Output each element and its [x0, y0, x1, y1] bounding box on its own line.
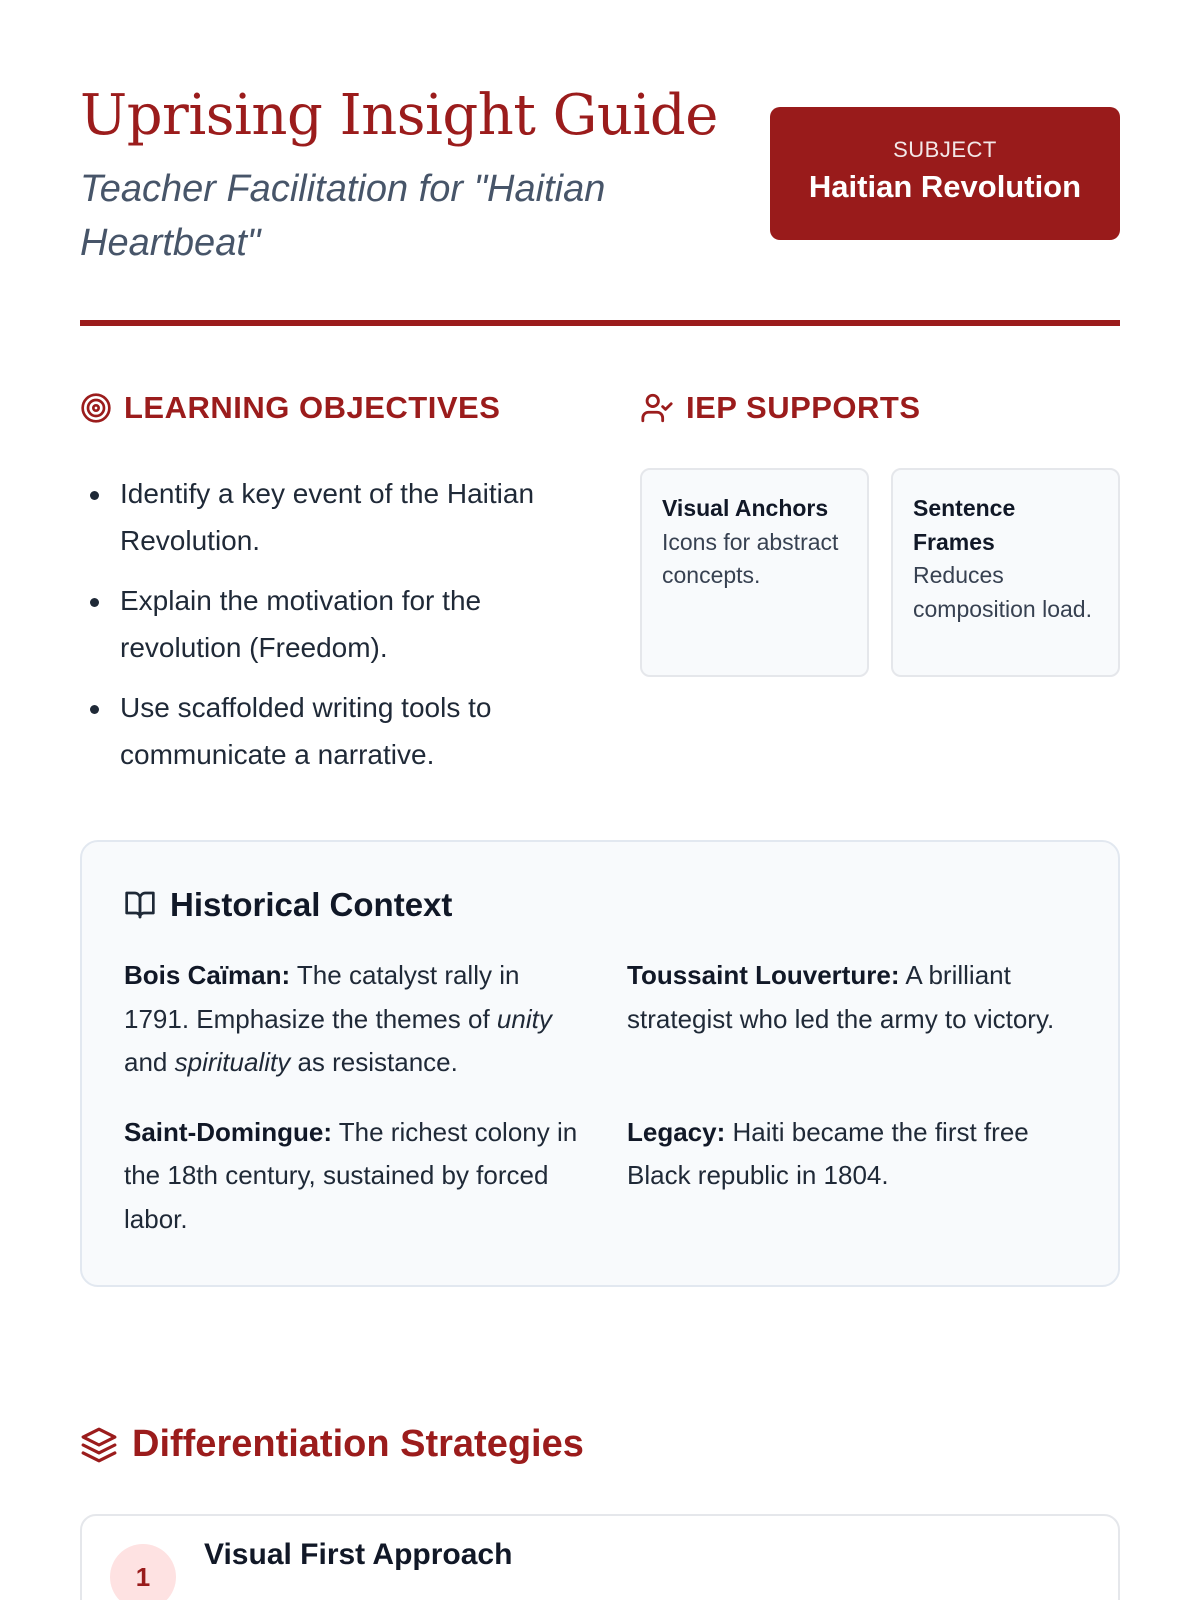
iep-card-desc: Reduces composition load. — [913, 562, 1092, 622]
user-check-icon — [640, 391, 674, 425]
iep-cards — [640, 468, 1120, 677]
context-text: Haiti became the first free Black republic in 1804. — [627, 1116, 1029, 1190]
context-text: The richest colony in the 18th century, sustained by forced labor. — [124, 1116, 578, 1234]
context-term: Bois Caïman: — [124, 960, 291, 990]
context-term: Legacy: — [627, 1116, 726, 1147]
list-item: Explain the motivation for the revolution (Freedom). — [80, 577, 580, 671]
objectives-list — [80, 470, 580, 791]
context-grid — [124, 954, 1084, 1241]
context-term: Toussaint Louverture: — [627, 960, 900, 990]
page-title: Uprising Insight Guide — [80, 83, 718, 148]
subject-label: SUBJECT — [893, 137, 997, 162]
context-item-legacy — [627, 1111, 1082, 1242]
layers-icon — [80, 1426, 118, 1464]
subject-badge — [770, 107, 1120, 240]
context-text: as resistance. — [297, 1047, 458, 1077]
target-icon — [80, 392, 112, 424]
differentiation-heading — [80, 1423, 584, 1466]
objectives-heading-text: LEARNING OBJECTIVES — [124, 390, 501, 425]
context-emphasis: unity — [496, 1003, 552, 1034]
iep-card-title: Visual Anchors — [662, 495, 829, 521]
iep-card-visual-anchors — [640, 468, 869, 677]
context-heading-text: Historical Context — [170, 886, 453, 923]
context-text: The catalyst rally in 1791. Emphasize the themes of — [124, 960, 520, 1034]
objectives-heading — [80, 390, 500, 426]
book-open-icon — [124, 889, 156, 921]
step-number-badge: 1 — [110, 1544, 176, 1600]
context-item-bois-caiman — [124, 954, 579, 1085]
page-header — [80, 80, 1120, 330]
list-item: Identify a key event of the Haitian Revolution. — [80, 470, 580, 564]
iep-card-title: Sentence Frames — [913, 495, 1016, 555]
context-heading — [124, 886, 452, 924]
context-text: and — [124, 1047, 168, 1077]
list-item: Use scaffolded writing tools to communicate a narrative. — [80, 684, 580, 778]
strategy-title: Visual First Approach — [204, 1538, 513, 1571]
subject-value: Haitian Revolution — [808, 169, 1082, 204]
context-item-saint-domingue — [124, 1111, 579, 1242]
historical-context-panel — [80, 840, 1120, 1287]
iep-card-desc: Icons for abstract concepts. — [662, 528, 839, 588]
iep-heading — [640, 390, 921, 426]
page-subtitle: Teacher Facilitation for "Haitian Heartbeat" — [80, 168, 606, 264]
context-item-toussaint — [627, 954, 1082, 1085]
iep-card-sentence-frames — [891, 468, 1120, 677]
differentiation-heading-text: Differentiation Strategies — [132, 1423, 584, 1465]
context-emphasis: spirituality — [174, 1047, 291, 1077]
context-text: A brilliant strategist who led the army to victory. — [627, 960, 1055, 1034]
header-divider — [80, 320, 1120, 326]
context-term: Saint-Domingue: — [124, 1116, 332, 1147]
strategy-card — [80, 1514, 1120, 1600]
iep-heading-text: IEP SUPPORTS — [686, 390, 921, 425]
